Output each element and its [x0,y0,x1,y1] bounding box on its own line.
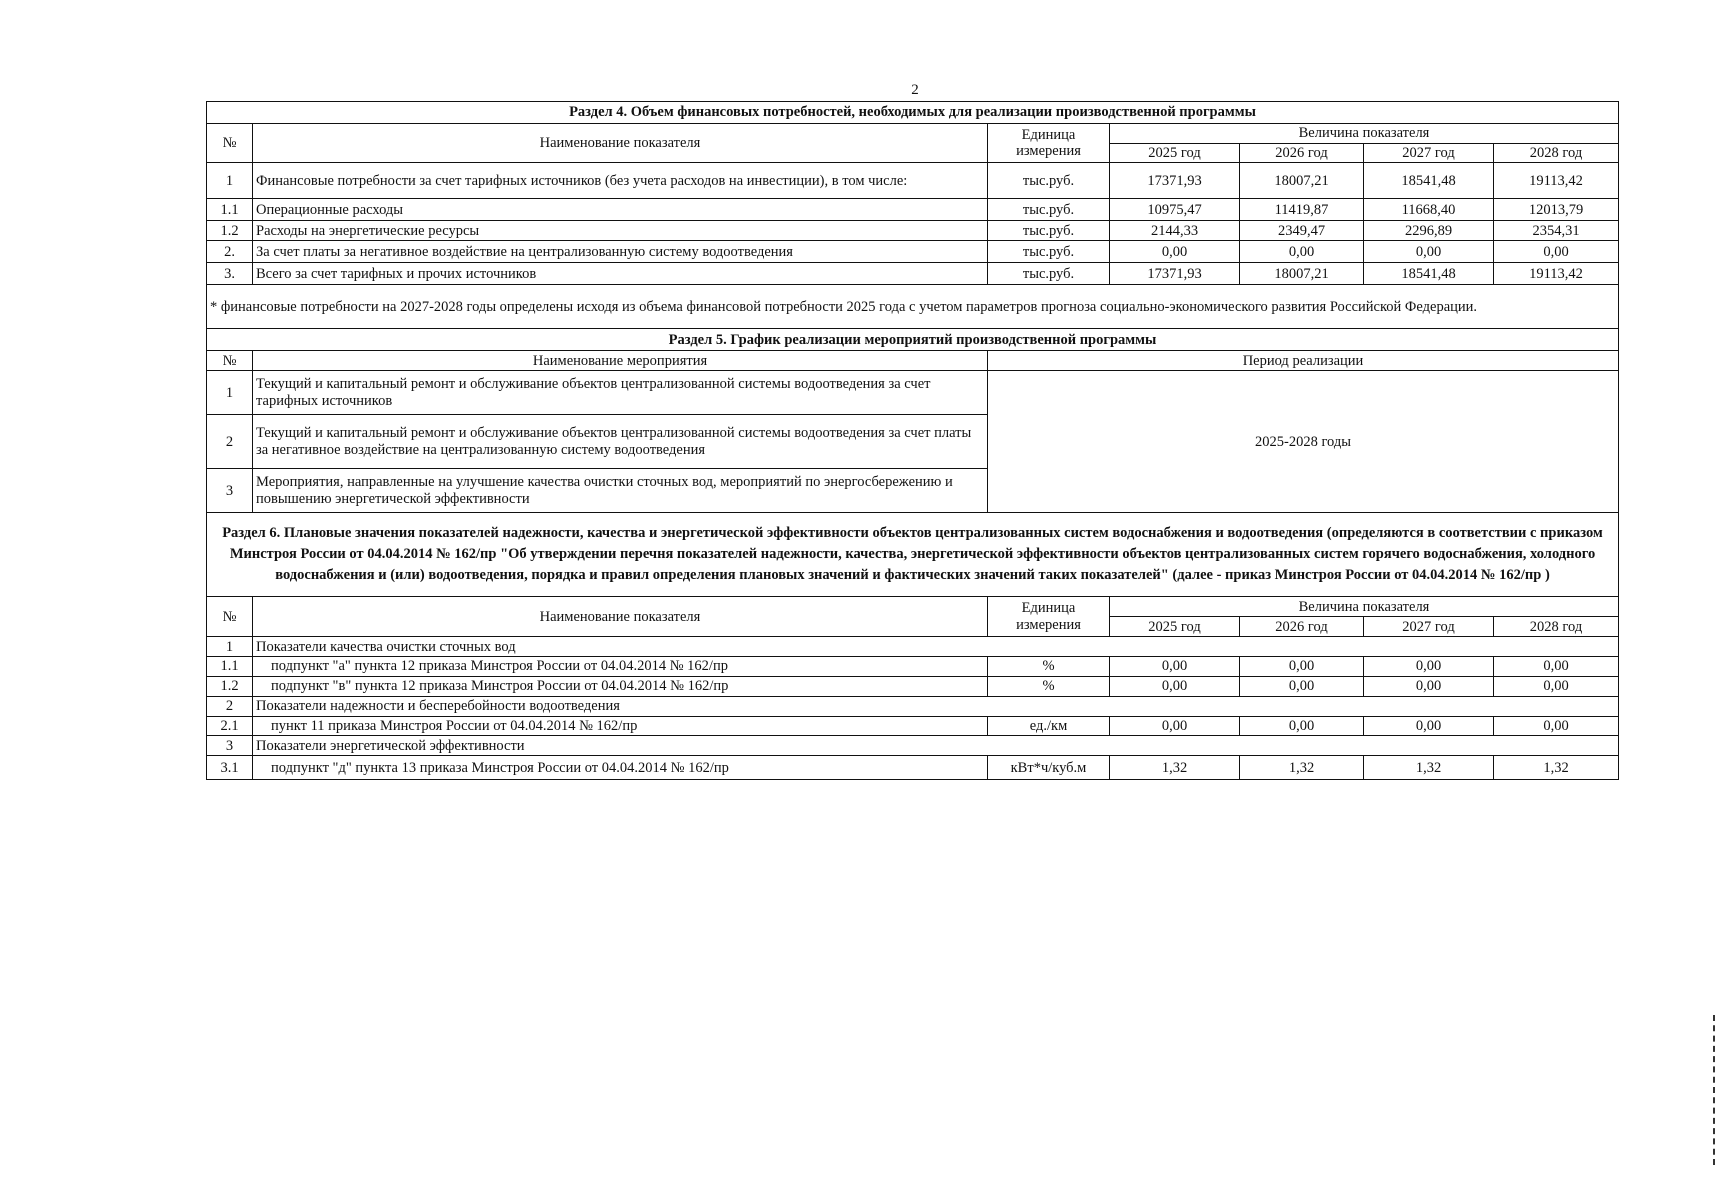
header-year: 2025 год [1110,143,1240,163]
section6-data-row [207,756,1619,780]
row-value: 0,00 [1494,716,1619,736]
row-num: 1 [207,163,253,199]
header-name: Наименование показателя [253,597,988,637]
row-value: 12013,79 [1494,199,1619,221]
section5-data-row [207,371,1619,415]
section6-data-row [207,657,1619,677]
row-num: 1.1 [207,657,253,677]
section4-data-row [207,241,1619,263]
row-value: 1,32 [1494,756,1619,780]
row-value: 0,00 [1494,241,1619,263]
row-value: 1,32 [1110,756,1240,780]
row-value: 0,00 [1494,677,1619,697]
header-unit-line1: Единица [1021,600,1076,617]
row-value: 0,00 [1110,657,1240,677]
row-name: пункт 11 приказа Минстроя России от 04.04.2014 № 162/пр [253,716,988,736]
header-value: Величина показателя [1110,597,1619,617]
row-unit: кВт*ч/куб.м [988,756,1110,780]
row-value: 2354,31 [1494,221,1619,241]
row-value: 1,32 [1364,756,1494,780]
row-value: 17371,93 [1110,263,1240,285]
section5-title: Раздел 5. График реализации мероприятий производственной программы [207,329,1619,351]
row-value: 18541,48 [1364,263,1494,285]
row-name: Всего за счет тарифных и прочих источников [253,263,988,285]
row-value: 11419,87 [1240,199,1364,221]
row-value: 2349,47 [1240,221,1364,241]
row-value: 18007,21 [1240,163,1364,199]
row-name: подпункт "а" пункта 12 приказа Минстроя России от 04.04.2014 № 162/пр [253,657,988,677]
section6-data-row [207,677,1619,697]
row-num: 1.2 [207,221,253,241]
row-name: Операционные расходы [253,199,988,221]
row-name: За счет платы за негативное воздействие на централизованную систему водоотведения [253,241,988,263]
section4-title: Раздел 4. Объем финансовых потребностей, необходимых для реализации производственной программы [207,102,1619,124]
row-num: 3. [207,263,253,285]
row-value: 17371,93 [1110,163,1240,199]
row-num: 3 [207,469,253,513]
group-name: Показатели надежности и бесперебойности водоотведения [253,696,1619,716]
page-number: 2 [911,82,919,98]
row-value: 0,00 [1364,716,1494,736]
header-unit [988,597,1110,637]
row-value: 0,00 [1494,657,1619,677]
header-unit-line2: измерения [1016,616,1081,633]
row-name: Финансовые потребности за счет тарифных источников (без учета расходов на инвестиции), в том числе: [253,163,988,199]
header-year: 2027 год [1364,143,1494,163]
section6-group-row [207,736,1619,756]
header-unit-line2: измерения [1016,143,1081,160]
row-name: Мероприятия, направленные на улучшение качества очистки сточных вод, мероприятий по энергосбережению и повышению энергетической эффективности [253,469,988,513]
header-name: Наименование показателя [253,124,988,163]
row-name: подпункт "д" пункта 13 приказа Минстроя России от 04.04.2014 № 162/пр [253,756,988,780]
row-value: 0,00 [1240,657,1364,677]
section4-data-row [207,163,1619,199]
row-unit: тыс.руб. [988,199,1110,221]
row-value: 2296,89 [1364,221,1494,241]
row-name: Текущий и капитальный ремонт и обслуживание объектов централизованной системы водоотведения за счет тарифных источников [253,371,988,415]
section4-data-row [207,199,1619,221]
row-num: 1.2 [207,677,253,697]
section4-note-row [207,285,1619,329]
row-value: 0,00 [1110,716,1240,736]
document-table [206,101,1619,780]
section5-header-row [207,351,1619,371]
row-value: 10975,47 [1110,199,1240,221]
row-unit: тыс.руб. [988,221,1110,241]
row-unit: % [988,657,1110,677]
period-value: 2025-2028 годы [988,371,1619,513]
header-num: № [207,124,253,163]
section4-header-row [207,124,1619,144]
group-num: 3 [207,736,253,756]
row-value: 0,00 [1240,241,1364,263]
row-unit: тыс.руб. [988,241,1110,263]
header-value: Величина показателя [1110,124,1619,144]
row-value: 1,32 [1240,756,1364,780]
row-num: 2. [207,241,253,263]
row-num: 1 [207,371,253,415]
header-year: 2026 год [1240,617,1364,637]
row-num: 2 [207,415,253,469]
row-unit: ед./км [988,716,1110,736]
section5-title-row [207,329,1619,351]
header-year: 2025 год [1110,617,1240,637]
row-unit: тыс.руб. [988,263,1110,285]
section4-title-row [207,102,1619,124]
row-value: 19113,42 [1494,163,1619,199]
group-name: Показатели энергетической эффективности [253,736,1619,756]
row-value: 0,00 [1364,241,1494,263]
header-period: Период реализации [988,351,1619,371]
section6-group-row [207,637,1619,657]
header-year: 2028 год [1494,617,1619,637]
group-name: Показатели качества очистки сточных вод [253,637,1619,657]
group-num: 1 [207,637,253,657]
header-year: 2028 год [1494,143,1619,163]
section6-title-row [207,513,1619,597]
section4-data-row [207,263,1619,285]
row-value: 18541,48 [1364,163,1494,199]
row-value: 0,00 [1110,241,1240,263]
row-value: 0,00 [1240,716,1364,736]
row-unit: % [988,677,1110,697]
row-value: 2144,33 [1110,221,1240,241]
header-unit [988,124,1110,163]
group-num: 2 [207,696,253,716]
row-num: 1.1 [207,199,253,221]
row-value: 11668,40 [1364,199,1494,221]
scan-edge-marks [1713,1015,1717,1165]
row-name: Расходы на энергетические ресурсы [253,221,988,241]
row-value: 18007,21 [1240,263,1364,285]
section6-header-row [207,597,1619,617]
row-num: 2.1 [207,716,253,736]
row-value: 19113,42 [1494,263,1619,285]
section4-data-row [207,221,1619,241]
row-value: 0,00 [1110,677,1240,697]
row-value: 0,00 [1364,677,1494,697]
row-num: 3.1 [207,756,253,780]
section4-note: * финансовые потребности на 2027-2028 годы определены исходя из объема финансовой потребности 2025 года с учетом параметров прогноза социально-экономического развития Российской Федерации. [207,285,1619,329]
row-name: подпункт "в" пункта 12 приказа Минстроя России от 04.04.2014 № 162/пр [253,677,988,697]
row-unit: тыс.руб. [988,163,1110,199]
row-name: Текущий и капитальный ремонт и обслуживание объектов централизованной системы водоотведения за счет платы за негативное воздействие на централизованную систему водоотведения [253,415,988,469]
header-num: № [207,351,253,371]
header-year: 2026 год [1240,143,1364,163]
section6-group-row [207,696,1619,716]
row-value: 0,00 [1240,677,1364,697]
header-name: Наименование мероприятия [253,351,988,371]
header-num: № [207,597,253,637]
section6-title: Раздел 6. Плановые значения показателей надежности, качества и энергетической эффективности объектов централизованных систем водоснабжения и водоотведения (определяются в соответствии с приказом Минстроя России от 04.04.2014 № 162/пр "Об утверждении перечня показателей надежности, качества, энергетической эффективности объектов централизованных систем горячего водоснабжения, холодного водоснабжения и (или) водоотведения, порядка и правил определения плановых значений и фактических значений таких показателей" (далее - приказ Минстроя России от 04.04.2014 № 162/пр ) [207,513,1619,597]
section6-data-row [207,716,1619,736]
header-unit-line1: Единица [1021,126,1076,143]
header-year: 2027 год [1364,617,1494,637]
row-value: 0,00 [1364,657,1494,677]
